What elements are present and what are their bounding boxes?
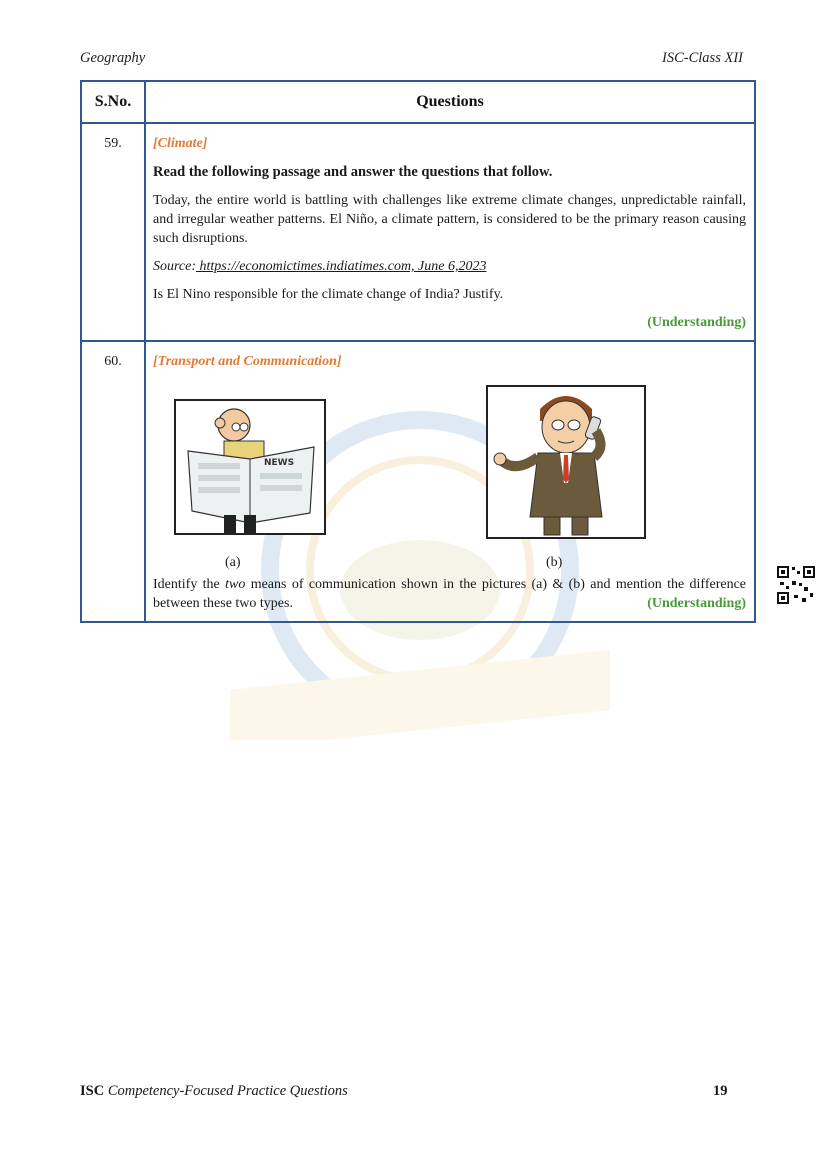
question-number: 59.	[81, 123, 145, 341]
picture-a-newspaper	[174, 399, 326, 535]
page-number: 19	[713, 1083, 728, 1099]
caption-b: (b)	[546, 555, 563, 570]
newspaper-label: NEWS	[264, 458, 295, 468]
question-source	[153, 257, 746, 276]
question-instruction: Read the following passage and answer the questions that follow.	[153, 164, 553, 180]
source-link[interactable]: https://economictimes.indiatimes.com, June 6,2023	[196, 259, 487, 274]
pictures-area	[153, 381, 746, 575]
question-body	[145, 123, 755, 341]
question-text: Is El Nino responsible for the climate change of India? Justify.	[153, 287, 504, 302]
sno-header: S.No.	[81, 81, 145, 123]
man-on-phone-icon	[488, 387, 644, 537]
questions-header: Questions	[145, 81, 755, 123]
source-label: Source:	[153, 259, 197, 274]
question-row	[81, 341, 755, 622]
picture-b-telephone	[486, 385, 646, 539]
qr-code-icon[interactable]	[776, 565, 816, 605]
question-body	[145, 341, 755, 622]
question-topic: [Climate]	[153, 136, 208, 151]
header-subject: Geography	[80, 50, 146, 66]
man-reading-newspaper-icon	[176, 401, 324, 533]
question-level: (Understanding)	[647, 315, 746, 330]
question-row	[81, 123, 755, 341]
question-text: Identify the two means of communication shown in the pictures (a) & (b) and mention the difference between these two types. (Understanding)	[153, 577, 747, 611]
header-class: ISC-Class XII	[662, 50, 743, 66]
question-topic: [Transport and Communication]	[153, 354, 342, 369]
footer-title: ISC Competency-Focused Practice Questions	[80, 1083, 348, 1099]
question-level: (Understanding)	[647, 596, 746, 611]
caption-a: (a)	[225, 555, 241, 570]
question-number: 60.	[81, 341, 145, 622]
table-header-row	[81, 81, 755, 123]
question-passage: Today, the entire world is battling with challenges like extreme climate changes, unpredictable rainfall, and irregular weather patterns. El Niño, a climate pattern, is considered to be the primary reason causing such disruptions.	[153, 193, 746, 246]
questions-table	[80, 80, 756, 623]
